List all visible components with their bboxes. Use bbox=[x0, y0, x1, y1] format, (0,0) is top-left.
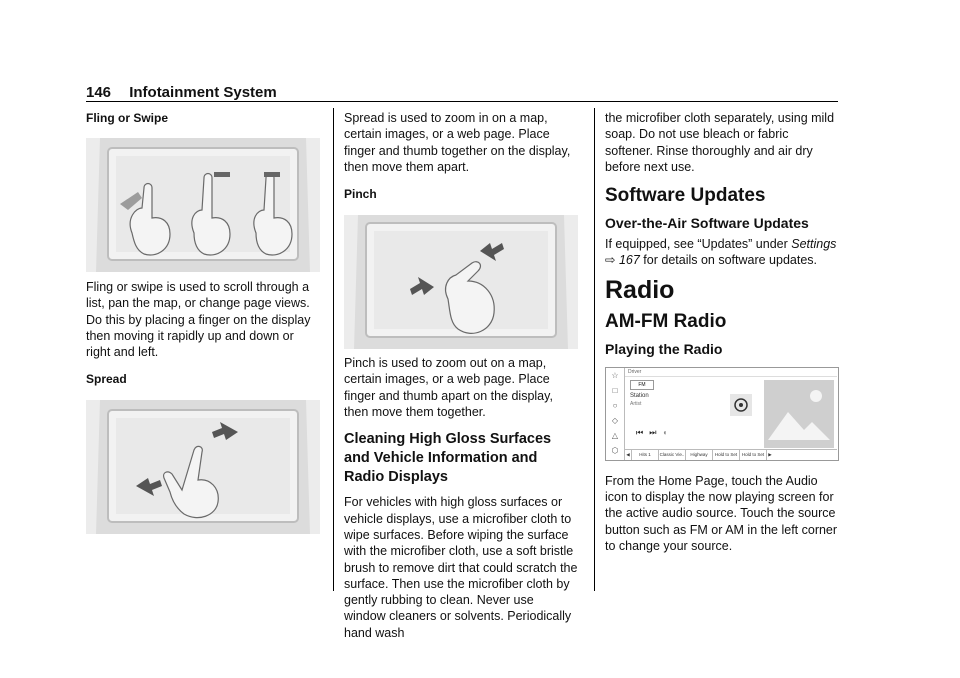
icon-rail bbox=[606, 368, 625, 460]
transport-controls bbox=[636, 428, 673, 438]
page-header bbox=[86, 84, 277, 101]
volume-icon[interactable]: ◖ bbox=[662, 427, 674, 437]
column-3 bbox=[605, 107, 839, 554]
circle-icon[interactable]: ○ bbox=[612, 400, 618, 410]
ota-text bbox=[605, 236, 839, 269]
fling-text: Fling or swipe is used to scroll through a list, pan the map, or change page views. Do this by placing a finger on the display then moving it rapidly up and down or right and left. bbox=[86, 280, 311, 360]
star-icon[interactable]: ☆ bbox=[611, 370, 619, 380]
cleaning-text-continued: the microfiber cloth separately, using mild soap. Do not use bleach or fabric softener. Rinse thoroughly and air dry before next use. bbox=[605, 111, 835, 174]
column-1 bbox=[86, 107, 320, 534]
image-placeholder-icon bbox=[764, 380, 834, 448]
ota-text-start: If equipped, see “Updates” under bbox=[605, 237, 792, 252]
amfm-heading: AM-FM Radio bbox=[605, 310, 727, 332]
section-title: Infotainment System bbox=[129, 84, 277, 101]
presets-bar bbox=[625, 449, 837, 460]
page-ref-number[interactable]: 167 bbox=[618, 253, 640, 268]
software-updates-heading: Software Updates bbox=[605, 185, 766, 207]
square-icon[interactable]: □ bbox=[612, 385, 618, 395]
station-label: Station bbox=[630, 392, 649, 399]
cleaning-text: For vehicles with high gloss surfaces or vehicle displays, use a microfiber cloth to wipe surfaces. Before wiping the surface with the microfiber cloth, use a soft bristle brush to remove dirt that could scratch the surface. Then use the microfiber cloth by gently rubbing to clean. Never use window cleaners or solvents. Periodically hand wash bbox=[344, 495, 578, 640]
spread-label: Spread bbox=[86, 372, 127, 387]
settings-link[interactable]: Settings bbox=[791, 237, 837, 252]
pinch-text: Pinch is used to zoom out on a map, certain images, or a web page. Place finger and thumb apart on the display, then move them together. bbox=[344, 356, 553, 420]
driver-label: Driver bbox=[628, 368, 642, 375]
preset-button[interactable]: Highway bbox=[685, 450, 712, 460]
artist-label: Artist bbox=[630, 400, 642, 407]
swipe-hand-icon bbox=[120, 174, 292, 256]
fling-illustration bbox=[86, 138, 320, 272]
header-rule bbox=[86, 101, 838, 102]
preset-button[interactable]: Hold to Set bbox=[712, 450, 739, 460]
next-track-icon[interactable]: ⏭ bbox=[649, 427, 663, 437]
status-bar bbox=[625, 368, 837, 377]
column-divider bbox=[594, 108, 595, 591]
playing-text: From the Home Page, touch the Audio icon to display the now playing screen for the active audio source. Touch the source button such as FM or AM in the left corner to change your source. bbox=[605, 473, 838, 553]
spread-illustration bbox=[86, 400, 320, 534]
column-2 bbox=[344, 107, 578, 641]
hexagon-icon[interactable]: ⬡ bbox=[611, 445, 619, 455]
page-ref-icon: ⇨ bbox=[605, 253, 616, 268]
spread-text: Spread is used to zoom in on a map, certain images, or a web page. Place finger and thumb together on the display, then move them apart. bbox=[344, 111, 571, 174]
presets-right-arrow[interactable]: ▶ bbox=[766, 450, 773, 460]
playing-heading: Playing the Radio bbox=[605, 340, 723, 357]
source-button[interactable] bbox=[630, 380, 654, 390]
pinch-label: Pinch bbox=[344, 187, 377, 202]
presets-left-arrow[interactable]: ◀ bbox=[626, 451, 630, 457]
source-label: FM bbox=[638, 381, 646, 388]
ota-text-end: for details on software updates. bbox=[639, 253, 818, 268]
fling-label: Fling or Swipe bbox=[86, 111, 169, 125]
triangle-icon[interactable]: △ bbox=[611, 430, 619, 440]
diamond-icon[interactable]: ◇ bbox=[611, 415, 619, 425]
column-divider bbox=[333, 108, 334, 591]
ota-heading: Over-the-Air Software Updates bbox=[605, 215, 809, 232]
preset-button[interactable]: Classic Vie.. bbox=[658, 450, 685, 460]
preset-button[interactable]: Hold to Set bbox=[739, 450, 766, 460]
prev-track-icon[interactable]: ⏮ bbox=[636, 427, 650, 437]
page-number: 146 bbox=[86, 84, 112, 101]
album-art bbox=[764, 380, 834, 448]
podcast-icon bbox=[730, 394, 752, 416]
radio-heading: Radio bbox=[605, 275, 675, 304]
cleaning-heading: Cleaning High Gloss Surfaces and Vehicle Information and Radio Displays bbox=[344, 431, 552, 486]
preset-button[interactable]: Hits 1 bbox=[631, 450, 658, 460]
radio-screen-illustration bbox=[605, 367, 839, 461]
pinch-illustration bbox=[344, 215, 578, 349]
